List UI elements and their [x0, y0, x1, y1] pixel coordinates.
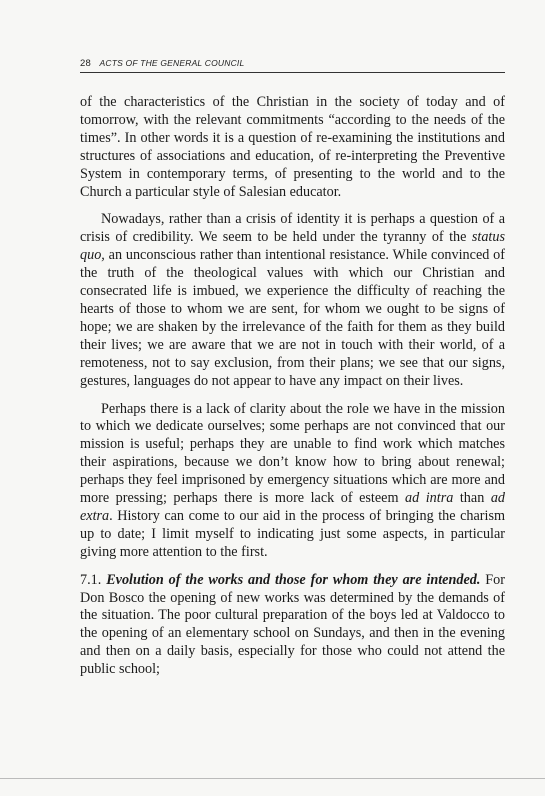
section-number: 7.1.: [80, 571, 107, 588]
running-header: [80, 58, 505, 69]
header-rule: [80, 72, 505, 73]
p3-text-a: Perhaps there is a lack of clarity about the role we have in the mission to which we dedicate ourselves; some perhaps are not convinced that our mission is useful; perhaps they are unable to find work which matches their aspirations, because we don’t know how to bring about renewal; perhaps they feel imprisoned by emergency situations which are more and more pressing; perhaps there is more lack of esteem: [80, 400, 505, 507]
p3-text-c: than: [453, 490, 491, 507]
p2-italic-status-quo: status quo,: [80, 229, 505, 264]
paragraph-1: of the characteristics of the Christian in the society of today and of tomorrow, with the relevant commitments “according to the needs of the times”. In other words it is a question of re-examining the institutions and structures of associations and education, of re-interpreting the Preventive System in contemporary terms, of presenting to the world and to the Church a particular style of Salesian educator.: [80, 94, 505, 200]
paragraph-2: [80, 211, 505, 390]
p2-text-c: an unconscious rather than intentional resistance. While convinced of the truth of the theological values with which our Christian and consecrated life is imbued, we experience the difficulty of reaching the hearts of those to whom we are sent, for whom we ought to be signs of hope; we are shaken by the irrelevance of the faith for them as they build their lives; we are aware that we are not in touch with their world, of a remoteness, not to say exclusion, from their plans; we see that our signs, gestures, languages do not appear to have any impact on their lives.: [80, 247, 505, 389]
page-number: 28: [80, 58, 91, 69]
p4-text: For Don Bosco the opening of new works was determined by the demands of the situation. The poor cultural preparation of the boys led at Valdocco to the opening of an elementary school on Sundays, and then in the evening and then on a daily basis, especially for those who could not attend the public school;: [80, 571, 506, 678]
section-heading: Evolution of the works and those for whom they are intended.: [106, 571, 481, 588]
p2-text-a: Nowadays, rather than a crisis of identity it is perhaps a question of a crisis of credibility. We seem to be held under the tyranny of the: [80, 211, 505, 246]
running-title: ACTS OF THE GENERAL COUNCIL: [99, 58, 245, 68]
p3-text-e: . History can come to our aid in the process of bringing the charism up to date; I limit myself to indicating just some aspects, in particular giving more attention to the first.: [80, 507, 505, 560]
bottom-edge: [0, 778, 545, 779]
paragraph-4: [80, 572, 505, 679]
p3-italic-ad-extra: ad extra: [80, 490, 506, 524]
body-text: [80, 94, 505, 689]
paragraph-3: [80, 401, 505, 562]
p3-italic-ad-intra: ad intra: [405, 490, 454, 507]
